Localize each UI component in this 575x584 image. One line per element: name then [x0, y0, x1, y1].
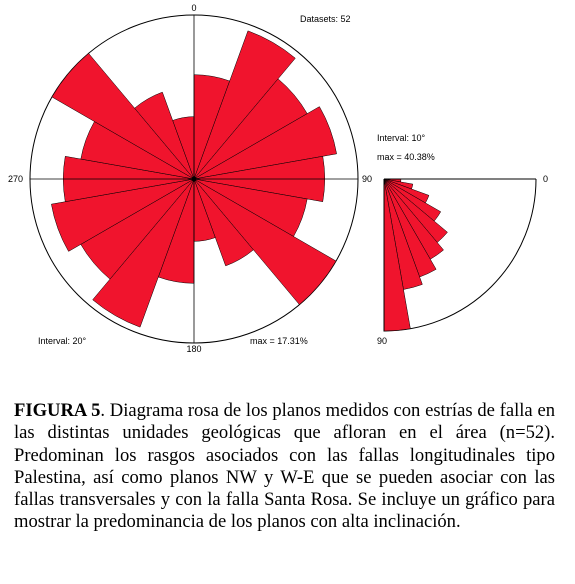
quarter-rose [377, 133, 548, 346]
west-label: 270 [8, 174, 24, 184]
south-label: 180 [186, 344, 202, 354]
east-label: 90 [362, 174, 373, 184]
caption-label: FIGURA 5 [14, 400, 101, 421]
datasets-label: Datasets: 52 [300, 14, 351, 24]
quarter-interval-label: Interval: 10° [377, 133, 426, 143]
main-interval-label: Interval: 20° [38, 336, 87, 346]
quarter-max-label: max = 40.38% [377, 152, 435, 162]
north-label: 0 [191, 3, 197, 13]
main-rose [8, 3, 372, 354]
figure-caption [14, 400, 555, 534]
quarter-rose-sectors [384, 179, 447, 331]
main-max-label: max = 17.31% [250, 336, 308, 346]
main-rose-center [192, 177, 197, 182]
quarter-zero-label: 0 [543, 174, 549, 184]
caption-text: . Diagrama rosa de los planos medidos con estrías de falla en las distintas unidades geológicas que afloran en el área (n=52). Predominan los rasgos asociados con las fallas longitudinales tipo Palestina, así como planos NW y W-E que se pueden asociar con las fallas transversales y con la falla Santa Rosa. Se incluye un gráfico para mostrar la predominancia de los planos con alta inclinación. [14, 400, 555, 533]
quarter-ninety-label: 90 [377, 336, 388, 346]
